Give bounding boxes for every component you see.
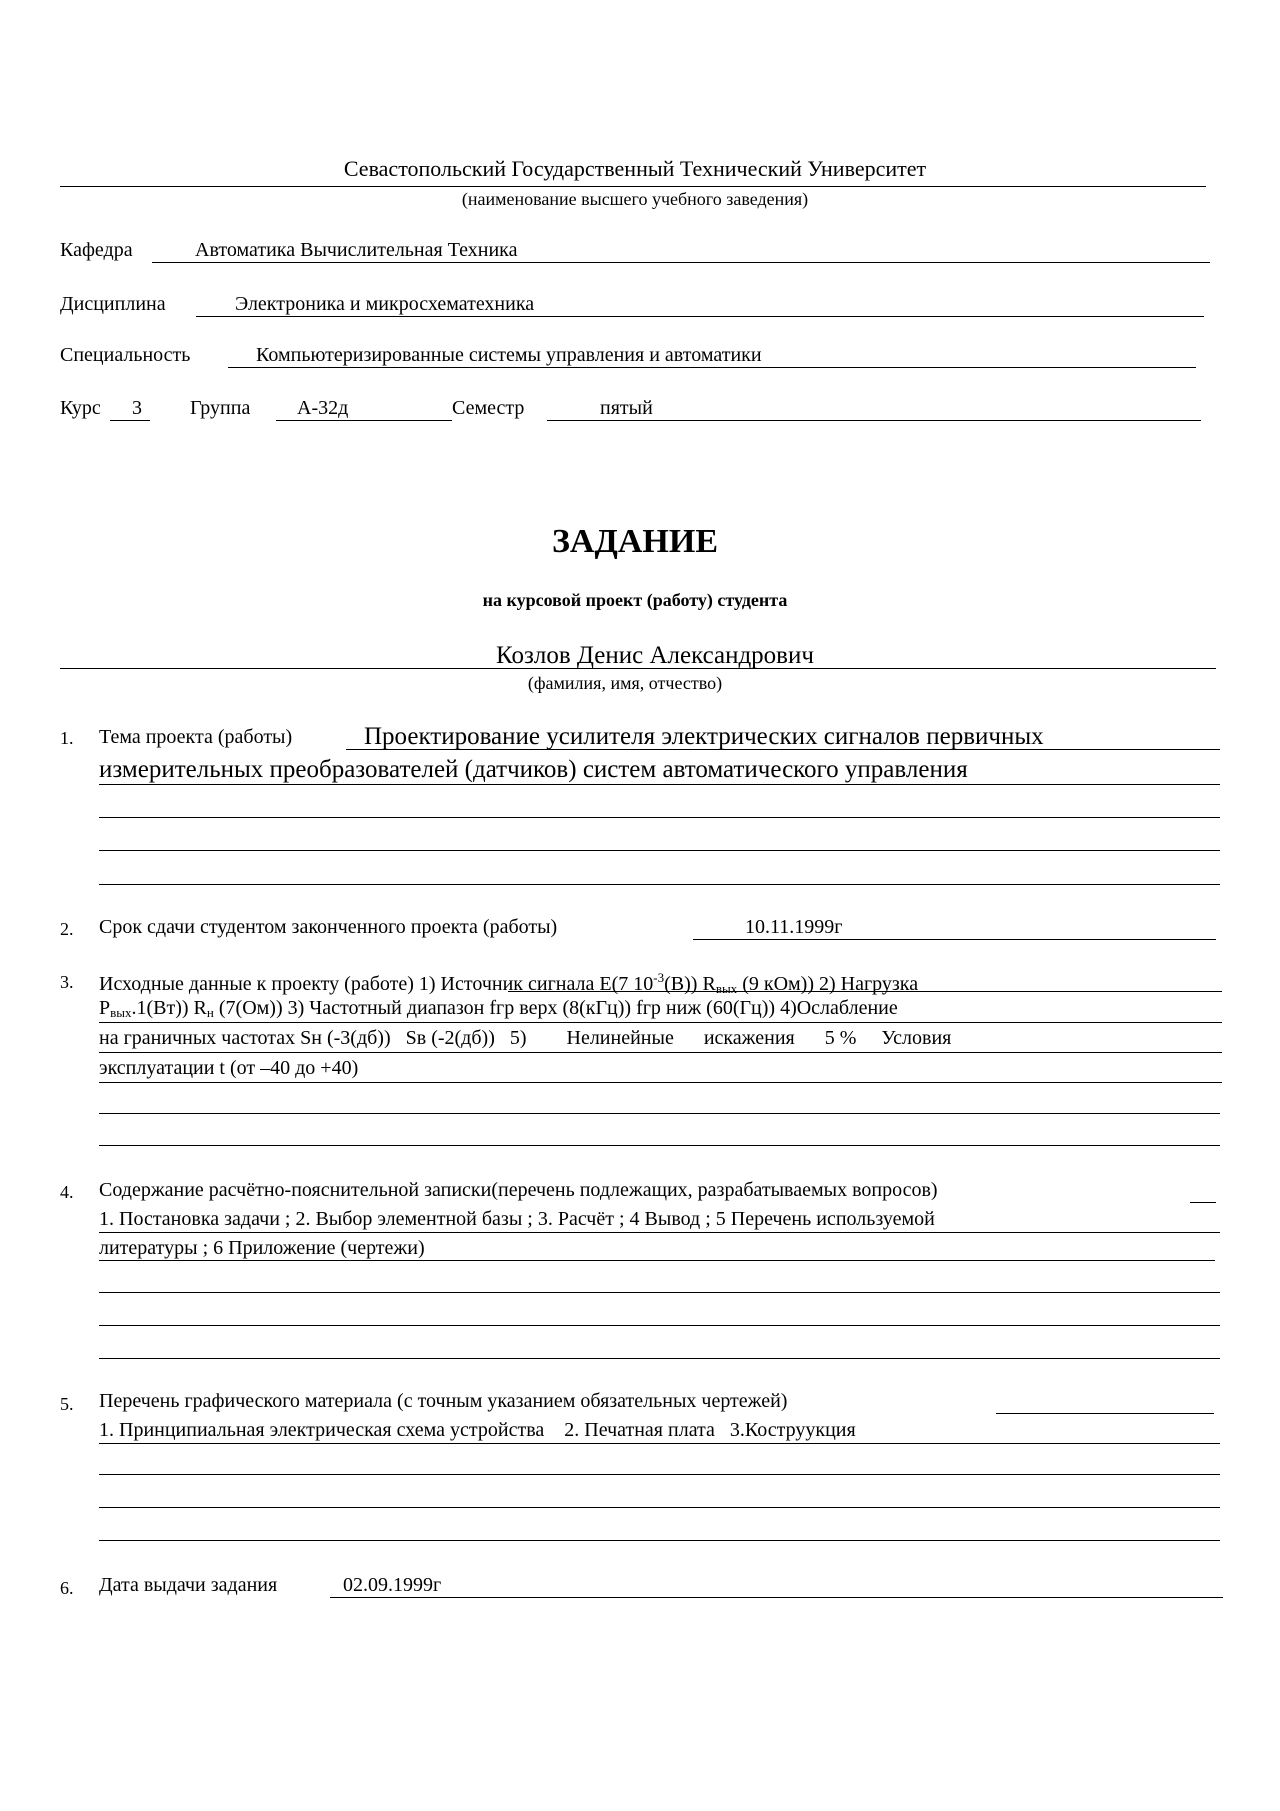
document-subtitle: на курсовой проект (работу) студента [482, 590, 788, 610]
discipline-label: Дисциплина [60, 293, 166, 315]
item-3-line3-rule [99, 1052, 1222, 1053]
document-title: ЗАДАНИЕ [551, 523, 718, 560]
item-5-line2: 1. Принципиальная электрическая схема устройства 2. Печатная плата 3.Коструукция [99, 1419, 856, 1441]
item-3-rn-sub: н [206, 1005, 214, 1020]
university-caption: (наименование высшего учебного заведения) [461, 189, 809, 209]
item-3-rout-sub: вых [715, 981, 738, 996]
item-1-line2 [99, 784, 1220, 785]
item-3-line4-rule [99, 1082, 1222, 1083]
item-3-label: Исходные данные к проекту (работе) [99, 973, 414, 995]
item-1-blank-line-b [99, 850, 1220, 851]
item-6-line [330, 1597, 1223, 1598]
item-3-line2 [99, 996, 898, 1025]
item-4-line2: 1. Постановка задачи ; 2. Выбор элементной базы ; 3. Расчёт ; 4 Вывод ; 5 Перечень используемой [99, 1208, 935, 1230]
item-3-line2-rule [99, 1022, 1222, 1023]
specialty-label: Специальность [60, 344, 191, 366]
item-5-label: Перечень графического материала (с точным указанием обязательных чертежей) [99, 1390, 788, 1412]
item-1-label: Тема проекта (работы) [99, 726, 293, 748]
department-label: Кафедра [60, 239, 133, 261]
semester-value: пятый [600, 397, 653, 419]
item-2-line [693, 939, 1216, 940]
item-4-line3: литературы ; 6 Приложение (чертежи) [99, 1237, 425, 1259]
item-3-line4: эксплуатации t (от –40 до +40) [99, 1057, 359, 1079]
student-name: Козлов Денис Александрович [496, 642, 814, 669]
university-name: Севастопольский Государственный Технический Университет [343, 156, 927, 181]
item-6-label: Дата выдачи задания [99, 1574, 278, 1596]
item-3-pout: P [99, 997, 111, 1019]
item-5-number: 5. [60, 1394, 74, 1414]
item-3-line3: на граничных частотах Sн (-3(дб)) Sв (-2(дб)) 5) Нелинейные искажения 5 % Условия [99, 1027, 952, 1049]
item-5-label-tail [996, 1413, 1214, 1414]
course-label: Курс [60, 397, 101, 419]
item-3-line1-rule [508, 991, 1222, 992]
item-3-load: (9 кОм)) 2) Нагрузка [737, 973, 919, 995]
item-3-number: 3. [60, 972, 74, 992]
course-line [110, 420, 150, 421]
course-value: 3 [132, 397, 142, 419]
semester-line [547, 420, 1201, 421]
item-2-number: 2. [60, 919, 74, 939]
item-4-label-tail [1190, 1202, 1216, 1203]
item-1-topic-line1: Проектирование усилителя электрических сигналов первичных [364, 723, 1044, 750]
item-4-number: 4. [60, 1182, 74, 1202]
item-2-label: Срок сдачи студентом законченного проекта (работы) [99, 916, 558, 938]
item-1-blank-line-c [99, 884, 1220, 885]
item-1-number: 1. [60, 728, 74, 748]
item-6-value: 02.09.1999г [343, 1574, 442, 1596]
item-3-pout-sub: вых [110, 1005, 132, 1020]
group-line [276, 420, 452, 421]
item-3-blank-line-a [99, 1113, 1220, 1114]
item-2-value: 10.11.1999г [745, 916, 843, 938]
specialty-line [228, 367, 1196, 368]
item-4-line3-rule [99, 1260, 1215, 1261]
department-line [152, 262, 1210, 263]
item-3-source: 1) Источник сигнала Е(7 10 [418, 973, 654, 995]
item-5-line2-rule [99, 1443, 1220, 1444]
discipline-value: Электроника и микросхематехника [235, 293, 535, 315]
item-4-blank-line-c [99, 1358, 1220, 1359]
item-4-blank-line-b [99, 1325, 1220, 1326]
item-3-freq: (7(Ом)) 3) Частотный диапазон fгр верх (8(кГц)) fгр ниж (60(Гц)) 4)Ослабление [213, 997, 898, 1019]
item-5-blank-line-b [99, 1507, 1220, 1508]
group-value: А-32д [297, 397, 349, 419]
item-5-blank-line-c [99, 1540, 1220, 1541]
item-3-rout: (В)) R [664, 973, 716, 995]
item-4-blank-line-a [99, 1292, 1220, 1293]
item-4-label: Содержание расчётно-пояснительной записки(перечень подлежащих, разрабатываемых вопросов) [99, 1179, 938, 1201]
item-3-source-exp: -3 [653, 970, 665, 985]
student-caption: (фамилия, имя, отчество) [527, 673, 723, 693]
student-name-line [60, 668, 1216, 669]
item-5-blank-line-a [99, 1474, 1220, 1475]
item-1-topic-line2: измерительных преобразователей (датчиков) систем автоматического управления [99, 756, 968, 783]
item-1-line1 [346, 749, 1220, 750]
specialty-value: Компьютеризированные системы управления и автоматики [256, 344, 762, 366]
item-3-rn: .1(Вт)) R [131, 997, 207, 1019]
university-underline [60, 186, 1206, 187]
item-4-line2-rule [99, 1232, 1220, 1233]
item-3-blank-line-b [99, 1145, 1220, 1146]
department-value: Автоматика Вычислительная Техника [195, 239, 518, 261]
semester-label: Семестр [452, 397, 525, 419]
item-1-blank-line-a [99, 817, 1220, 818]
group-label: Группа [190, 397, 251, 419]
discipline-line [196, 316, 1204, 317]
item-6-number: 6. [60, 1578, 74, 1598]
